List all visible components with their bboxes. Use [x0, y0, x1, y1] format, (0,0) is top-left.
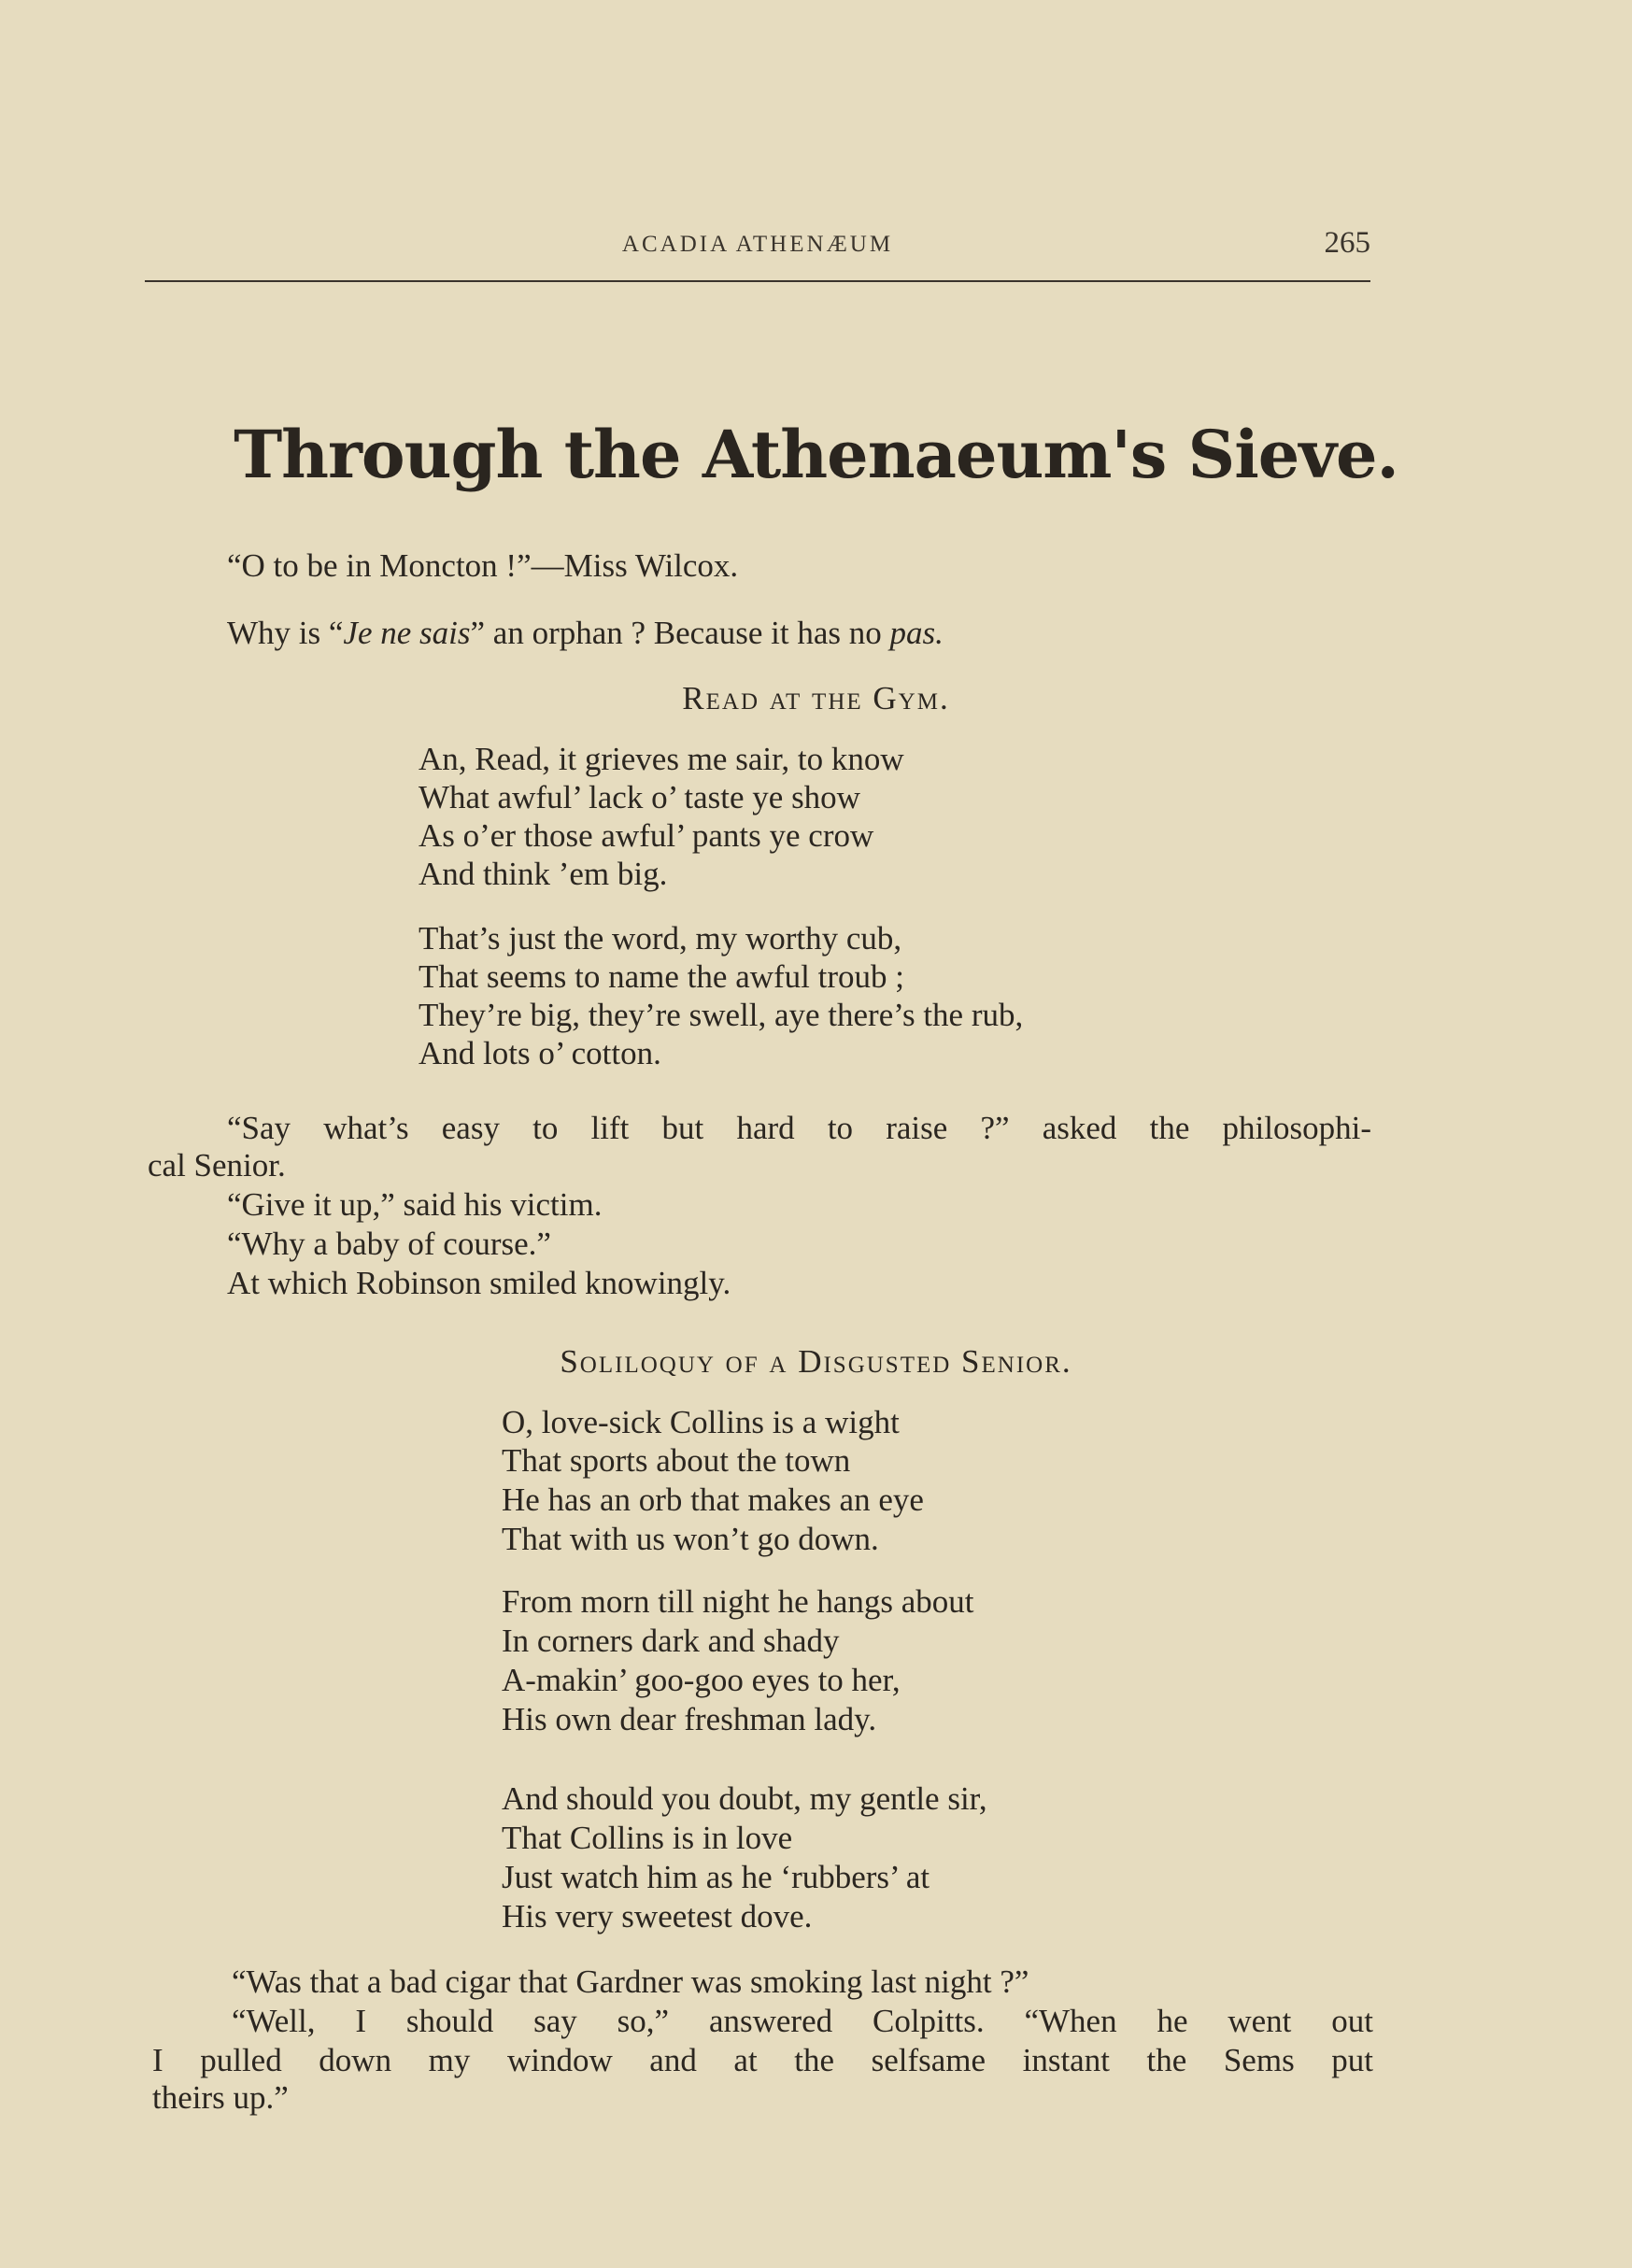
page-number: 265: [1324, 226, 1370, 260]
poem2-line: His own dear freshman lady.: [502, 1701, 877, 1737]
quote-moncton: “O to be in Moncton !”—Miss Wilcox.: [227, 547, 739, 584]
poem1-line: And lots o’ cotton.: [419, 1035, 661, 1071]
dialogue1-line: “Say what’s easy to lift but hard to raise ?” asked the philosophi-: [227, 1110, 1371, 1146]
poem1-line: As o’er those awful’ pants ye crow: [419, 817, 874, 854]
dialogue1-line: “Why a baby of course.”: [227, 1226, 551, 1262]
poem1-line: What awful’ lack o’ taste ye show: [419, 779, 860, 815]
poem1-line: That’s just the word, my worthy cub,: [419, 920, 902, 957]
joke-orphan-phrase: Je ne sais: [343, 615, 471, 651]
running-title: ACADIA ATHENÆUM: [621, 232, 894, 257]
dialogue1-line: “Give it up,” said his victim.: [227, 1186, 603, 1223]
poem2-line: From morn till night he hangs about: [502, 1583, 974, 1620]
poem2-line: In corners dark and shady: [502, 1623, 840, 1659]
joke-orphan-part-2: ” an orphan ? Because it has no: [470, 615, 890, 651]
poem1-heading: Read at the Gym.: [682, 680, 950, 716]
poem2-line: A-makin’ goo-goo eyes to her,: [502, 1662, 901, 1698]
running-header: [145, 222, 1370, 282]
dialogue2-line: theirs up.”: [152, 2079, 289, 2116]
poem1-line: An, Read, it grieves me sair, to know: [419, 741, 904, 777]
joke-orphan-pas: pas.: [889, 615, 944, 651]
joke-orphan-part-1: Why is “: [227, 615, 344, 651]
poem1-line: And think ’em big.: [419, 856, 668, 892]
dialogue1-line: cal Senior.: [148, 1147, 286, 1184]
poem1-line: That seems to name the awful troub ;: [419, 958, 904, 995]
poem2-heading: Soliloquy of a Disgusted Senior.: [560, 1343, 1072, 1380]
dialogue1-line: At which Robinson smiled knowingly.: [227, 1265, 731, 1301]
poem2-line: And should you doubt, my gentle sir,: [502, 1780, 987, 1817]
poem2-line: He has an orb that makes an eye: [502, 1481, 924, 1518]
poem2-line: Just watch him as he ‘rubbers’ at: [502, 1859, 930, 1895]
dialogue2-line: “Well, I should say so,” answered Colpitts. “When he went out: [232, 2003, 1373, 2039]
poem2-line: That with us won’t go down.: [502, 1521, 879, 1557]
poem2-line: O, love-sick Collins is a wight: [502, 1404, 900, 1440]
poem2-line: His very sweetest dove.: [502, 1898, 813, 1935]
poem1-line: They’re big, they’re swell, aye there’s the rub,: [419, 997, 1024, 1033]
poem2-line: That Collins is in love: [502, 1820, 793, 1856]
dialogue2-line: “Was that a bad cigar that Gardner was smoking last night ?”: [232, 1963, 1029, 2000]
joke-orphan: [227, 617, 944, 649]
article-title: Through the Athenaeum's Sieve.: [234, 416, 1398, 493]
dialogue2-line: I pulled down my window and at the selfsame instant the Sems put: [152, 2042, 1373, 2078]
poem2-line: That sports about the town: [502, 1442, 851, 1479]
